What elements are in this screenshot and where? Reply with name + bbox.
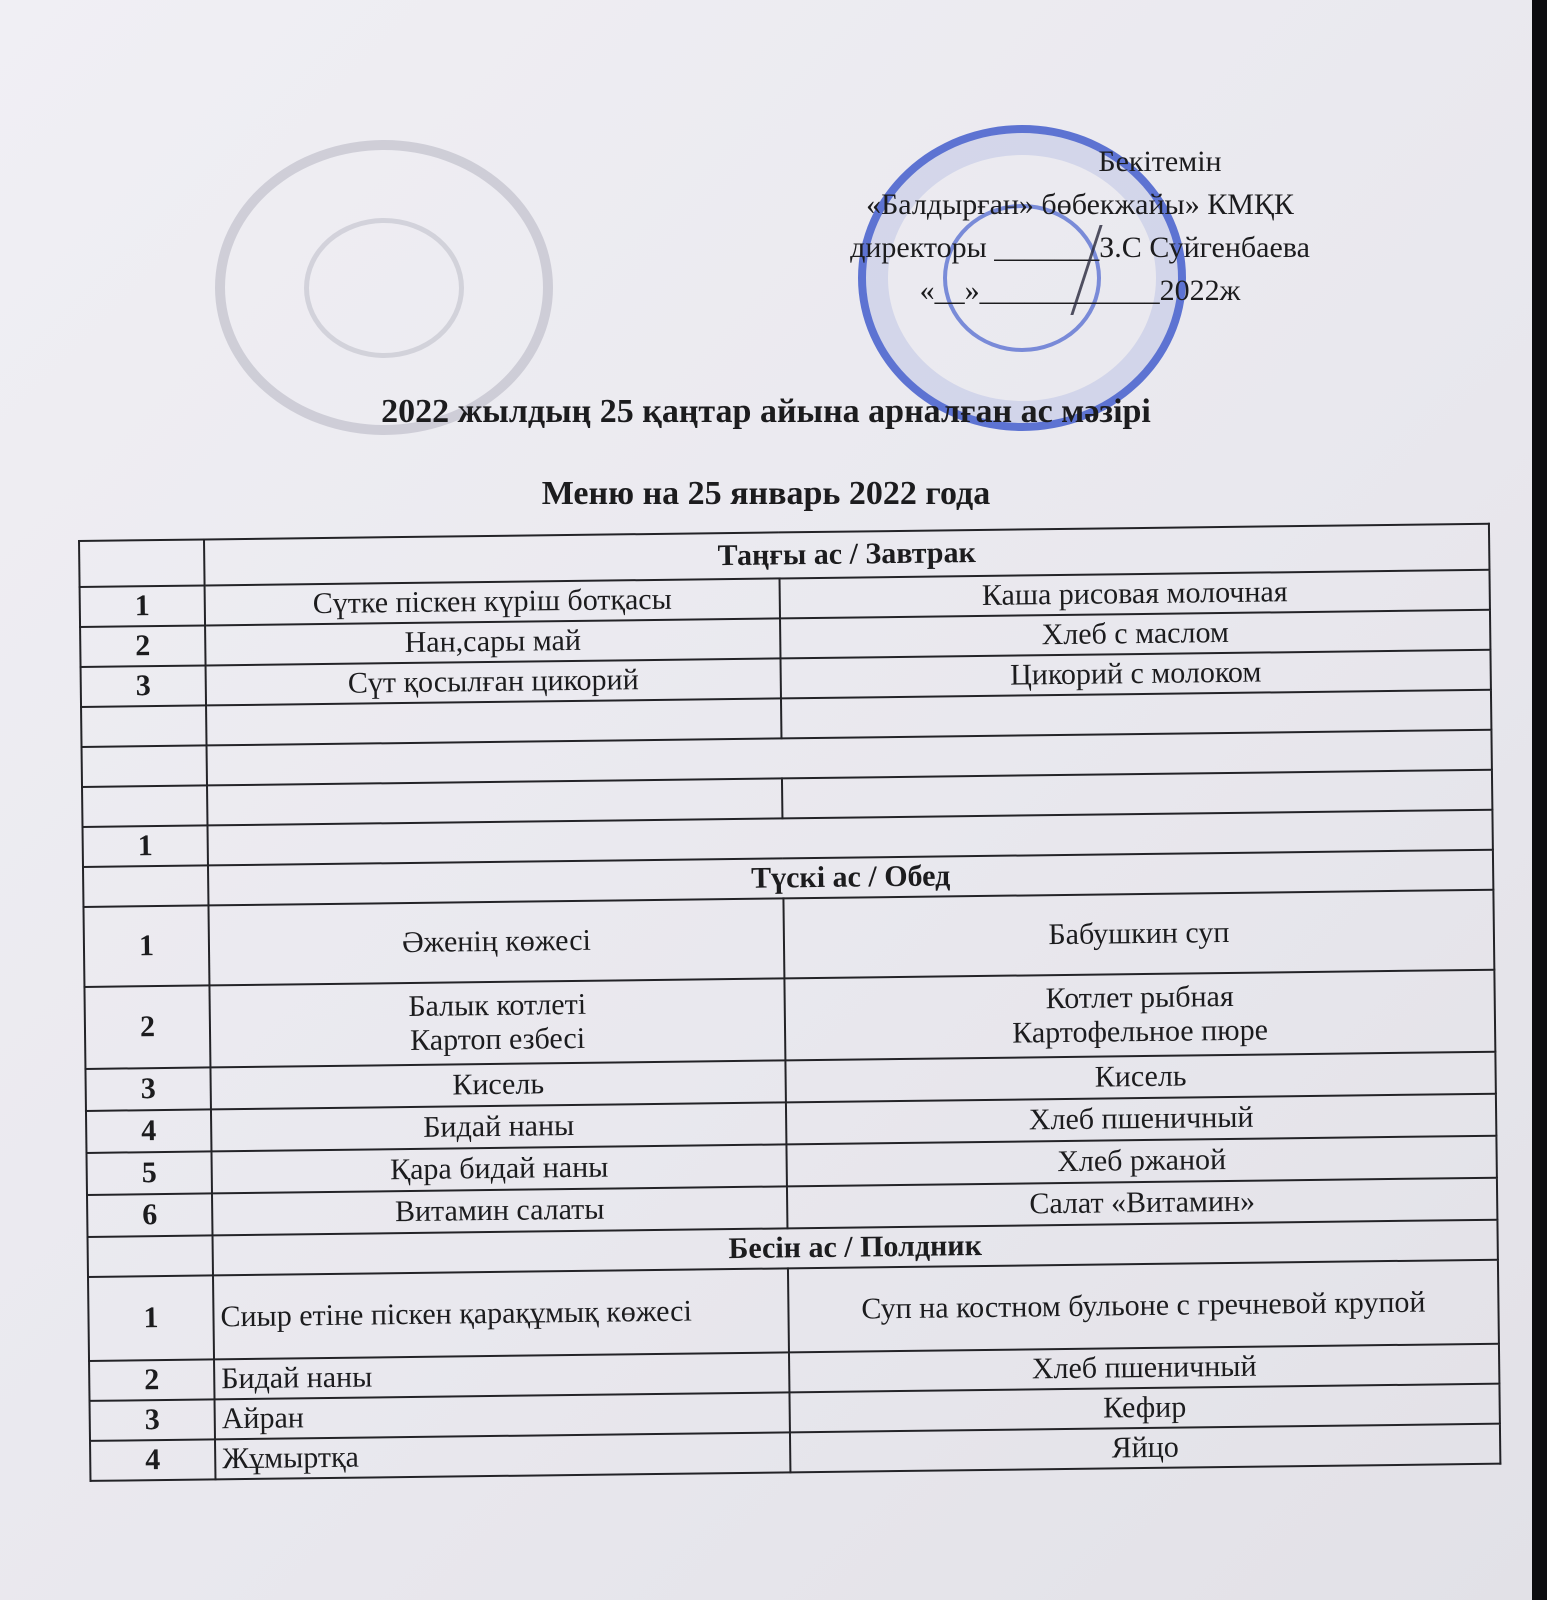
dish-kz: Жұмыртқа (215, 1432, 790, 1479)
page-edge (1532, 0, 1547, 1600)
row-number: 2 (84, 985, 210, 1069)
approval-line-2: «Балдырған» бөбекжайы» КМҚК (866, 188, 1294, 221)
menu-table (78, 523, 1501, 1482)
dish-kz: Балык котлеті Картоп езбесі (209, 978, 785, 1067)
dish-kz: Бидай наны (214, 1352, 789, 1399)
row-number: 6 (87, 1193, 213, 1237)
title-kazakh: 2022 жылдың 25 қаңтар айына арналған ас мәзірі (381, 393, 1151, 430)
row-number: 1 (83, 905, 209, 987)
dish-ru: Салат «Витамин» (787, 1178, 1497, 1229)
row-number: 5 (86, 1151, 212, 1195)
lunch-header: Түскі ас / Обед (208, 850, 1493, 906)
row-number: 3 (85, 1067, 211, 1111)
dish-ru: Суп на костном бульоне с гречневой крупой (788, 1260, 1499, 1353)
dish-kz: Айран (215, 1392, 790, 1439)
dish-ru: Хлеб с маслом (780, 610, 1490, 659)
row-number: 4 (86, 1109, 212, 1153)
dish-ru: Бабушкин суп (783, 890, 1494, 979)
dish-kz: Сиыр етіне піскен қарақұмық көжесі (213, 1268, 789, 1359)
dish-kz: Әженің көжесі (208, 898, 784, 985)
approval-line-1: Бекітемін (1098, 145, 1222, 178)
dish-kz: Нан,сары май (205, 618, 780, 665)
dish-ru: Хлеб ржаной (786, 1136, 1496, 1187)
dish-ru: Яйцо (790, 1424, 1500, 1473)
dish-ru: Каша рисовая молочная (780, 570, 1490, 619)
menu-table-wrapper (78, 523, 1499, 1482)
dish-ru: Хлеб пшеничный (789, 1344, 1499, 1393)
dish-kz: Сүт қосылған цикорий (206, 658, 781, 705)
breakfast-header: Таңғы ас / Завтрак (204, 524, 1489, 586)
dish-kz: Кисель (210, 1060, 785, 1109)
row-number: 3 (90, 1399, 215, 1441)
dish-kz: Витамин салаты (212, 1186, 787, 1235)
dish-ru: Цикорий с молоком (780, 650, 1490, 699)
row-number: 1 (80, 585, 205, 627)
title-russian: Меню на 25 январь 2022 года (541, 475, 991, 512)
approval-line-4: «__»____________2022ж (919, 274, 1241, 307)
row-number: 2 (89, 1359, 214, 1401)
approval-line-3: директоры _______З.С Суйгенбаева (850, 231, 1310, 264)
snack-header: Бесін ас / Полдник (213, 1220, 1498, 1276)
row-number: 1 (83, 825, 208, 867)
dish-ru: Хлеб пшеничный (786, 1094, 1496, 1145)
row-number: 4 (90, 1439, 215, 1481)
dish-kz: Сүтке піскен күріш ботқасы (205, 578, 780, 625)
faded-stamp (215, 140, 553, 435)
dish-ru: Кисель (785, 1052, 1495, 1103)
dish-kz: Қара бидай наны (211, 1144, 786, 1193)
dish-ru: Кефир (789, 1384, 1499, 1433)
row-number: 1 (88, 1275, 214, 1361)
dish-kz: Бидай наны (211, 1102, 786, 1151)
row-number: 3 (81, 665, 206, 707)
dish-ru: Котлет рыбная Картофельное пюре (784, 970, 1495, 1061)
row-number: 2 (80, 625, 205, 667)
